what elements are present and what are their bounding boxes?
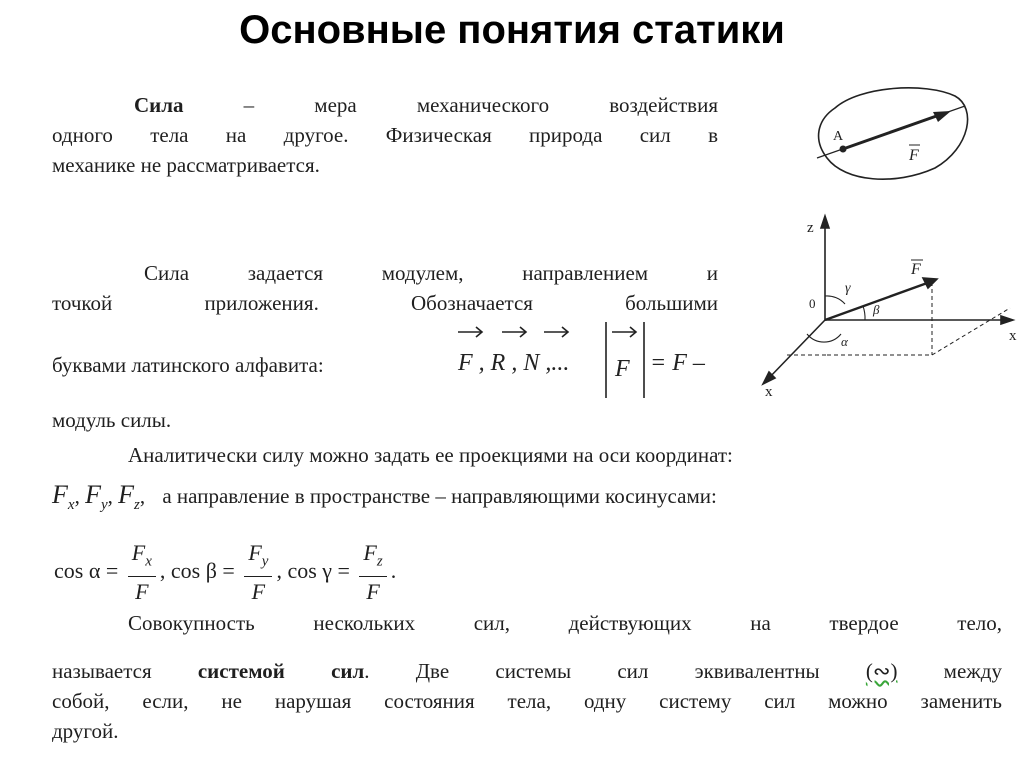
definition-force: Сила – мера механического воздействия одного тела на другое. Физическая природа сил в механике не рассматривается. (52, 93, 718, 177)
force-on-body-figure (805, 78, 980, 190)
coordinate-force-figure (745, 210, 1020, 405)
term-force: Сила (134, 93, 184, 117)
gamma-angle-label: γ (845, 281, 851, 296)
term-force-system: системой сил (197, 659, 365, 683)
formula-modulus: F (615, 356, 630, 382)
vector-notation-formula (452, 318, 742, 402)
force-label: F (909, 147, 919, 164)
force-vector-label: F (911, 261, 921, 278)
projection-fx: $F_x$ (52, 480, 75, 514)
point-label: A (833, 129, 844, 144)
fraction-fz-over-f: $\frac{F_z}{F}$ (359, 538, 386, 607)
formula-vector-list: F , R , N ,... (458, 350, 570, 376)
direction-cosines: cos α = $\frac{F_x}{F}$ , cos β = $\frac{F_y}{F}$ , cos γ = $\frac{F_z}{F}$ . (54, 538, 396, 607)
page-title: Основные понятия статики (239, 8, 785, 52)
axis-x-label: x (1009, 328, 1017, 344)
notation-line: буквами латинского алфавита: (52, 353, 324, 377)
projection-fz: $F_z$ (118, 480, 140, 514)
force-notation: Сила задается модулем, направлением и точкой приложения. Обозначается большими (52, 261, 718, 315)
projection-fy: $F_y$ (85, 480, 108, 514)
alpha-angle-label: α (841, 334, 848, 349)
beta-angle-label: β (873, 302, 880, 317)
projections-line: $F_x$, $F_y$, $F_z$, а направление в пространстве – направляющими косинусами: (52, 480, 717, 514)
origin-label: 0 (809, 296, 816, 311)
analytic-definition: Аналитически силу можно задать ее проекциями на оси координат: (128, 443, 733, 467)
fraction-fy-over-f: $\frac{F_y}{F}$ (244, 538, 272, 607)
axis-z-label: z (807, 220, 814, 236)
axis-y-label: x (765, 384, 773, 400)
fraction-fx-over-f: $\frac{F_x}{F}$ (128, 538, 156, 607)
modulus-caption: модуль силы. (52, 408, 172, 432)
formula-equals: = F – (650, 350, 705, 376)
force-system-definition: Совокупность нескольких сил, действующих на твердое тело, называется системой сил. Две системы сил эквивалентны (∾) между собой, если, не нарушая состояния тела, одну систему сил можно заменить другой. (52, 611, 1002, 743)
equivalence-symbol: (∾) (865, 659, 898, 683)
